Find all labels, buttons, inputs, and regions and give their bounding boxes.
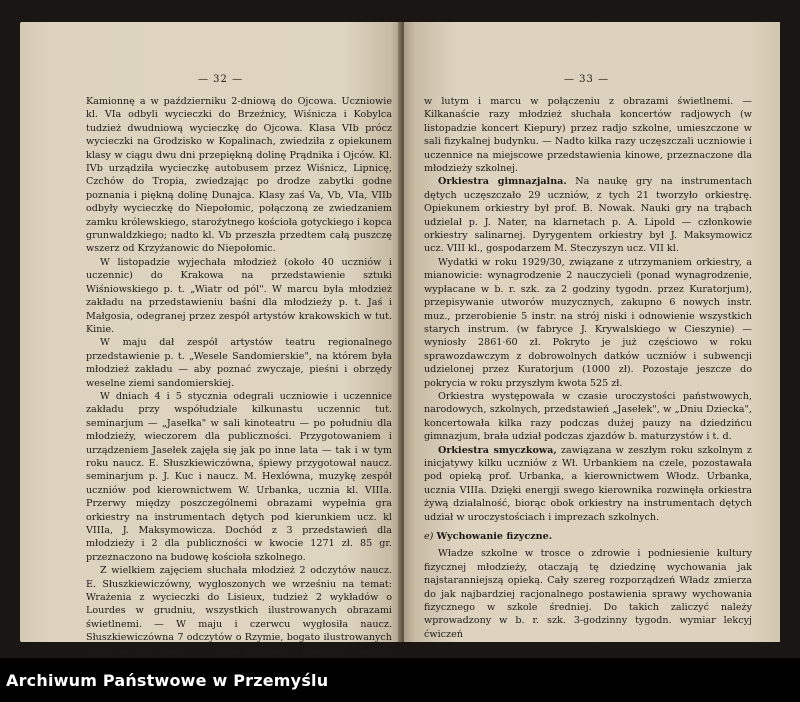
- paragraph-body: Na naukę gry na instrumentach dętych uczęszczało 29 uczniów, z tych 21 tworzyło orkiestrę. Opiekunem orkiestry był prof. B. Nowak. Nauki gry na trąbach udzielał p. J. Nater, na klarnetach p. A. Lipold — członkowie orkiestry salinarnej. Dyrygentem orkiestry był J. Maksymowicz ucz. VIII kl., gospodarzem M. Steczyszyn ucz. VII kl.: [424, 176, 752, 255]
- paragraph: Władze szkolne w trosce o zdrowie i podniesienie kultury fizycznej młodzieży, otaczają tę dziedzinę wychowania jak najstaranniejszą opieką. Cały szereg rozporządzeń Władz zmierza do jak najbardziej racjonalnego postawienia sprawy wychowania fizycznego w szkole średniej. Do takich zaliczyć należy wprowadzony w b. r. szk. 3-godzinny tygodn. wymiar lekcyj ćwiczeń: [424, 548, 752, 640]
- left-page-text: [86, 95, 392, 658]
- right-page-number: — 33 —: [564, 74, 610, 85]
- section-letter: e): [424, 531, 434, 542]
- right-page-text: [424, 95, 752, 641]
- left-page-number: — 32 —: [198, 74, 244, 85]
- left-page: [20, 22, 402, 657]
- paragraph: Kamionnę a w październiku 2-dniową do Ojcowa. Uczniowie kl. VIa odbyli wycieczki do Brzeźnicy, Wiśnicza i Kobylca tudzież dwudniową wycieczkę do Ojcowa. Klasa VIb prócz wycieczki na Grodzisko w Kopalinach, zwiedziła z opiekunem klasy w ciągu dwu dni przepiękną dolinę Prądnika i Ojców. Kl. IVb urządziła wycieczkę autobusem przez Wiśnicz, Lipnicę, Czchów do Tropia, zwiedzając po drodze zabytki godne poznania i piękną dolinę Dunajca. Klasy zaś Va, Vb, VIa, VIIb odbyły wycieczkę do Niepołomic, połączoną ze zwiedzaniem zamku królewskiego, staroźytnego kościoła gotyckiego i kopca grunwaldzkiego; nadto kl. Vb przeszła przedtem całą puszczę wszerz od Krzyżanowic do Niepołomic.: [86, 96, 392, 255]
- paragraph-body: zawiązana w zeszłym roku szkolnym z inicjatywy kilku uczniów z Wł. Urbankiem na czele, pozostawała pod opieką prof. Urbanka, a kierownictwem Włodz. Urbanka, ucznia VIIIa. Dzięki energji swego kierownika rozwinęła orkiestra żywą działalność, biorąc obok orkiestry na instrumentach dętych udział w uroczystościach i imprezach szkolnych.: [424, 444, 752, 523]
- section-heading: [424, 530, 752, 543]
- archive-footer: [0, 658, 800, 702]
- paragraph-orkiestra-smyczkowa: [424, 444, 752, 524]
- paragraph: W maju dał zespół artystów teatru regionalnego przedstawienie p. t. „Wesele Sandomierskie", na którem była młodzież zakładu — aby poznać zwyczaje, pieśni i obrzędy weselne ziemi sandomierskiej.: [86, 337, 392, 389]
- paragraph: w lutym i marcu w połączeniu z obrazami świetlnemi. — Kilkanaście razy młodzież słuchała koncertów radjowych (w listopadzie koncert Kiepury) przez radjo szkolne, umieszczone w sali fizykalnej budynku. — Nadto kilka razy uczęszczali uczniowie i uczennice na miejscowe przedstawienia kinowe, przeznaczone dla młodzieży szkolnej.: [424, 96, 752, 175]
- right-page: [404, 22, 780, 642]
- paragraph: Orkiestra występowała w czasie uroczystości państwowych, narodowych, szkolnych, przedstawień „Jasełek", w „Dniu Dziecka", koncertowała kilka razy podczas dużej pauzy na dziedzińcu gimnazjum, brała udział podczas zjazdów b. maturzystów i t. d.: [424, 390, 752, 443]
- archive-name: Archiwum Państwowe w Przemyślu: [6, 671, 329, 690]
- paragraph: W dniach 4 i 5 stycznia odegrali uczniowie i uczennice zakładu przy współudziale kilkunastu uczennic tut. seminarjum — „Jasełka" w sali kinoteatru — po południu dla młodzieży, wieczorem dla publiczności. Przygotowaniem i urządzeniem Jasełek zajęła się jak po inne lata — tak i w tym roku naucz. E. Słuszkiewiczówna, śpiewy przygotował naucz. seminarjum p. J. Kuc i naucz. M. Hexlówna, muzykę zespół uczniów pod kierownictwem W. Urbanka, ucznia kl. VIIIa. Przerwy między poszczególnemi obrazami wypełnia gra orkiestry na instrumentach dętych pod kierunkiem ucz. kl VIIIa, J. Maksymowicza. Dochód z 3 przedstawień dla młodzieży i 2 dla publiczności w kwocie 1271 zł. 85 gr. przeznaczono na budowę kościoła szkolnego.: [86, 390, 392, 563]
- paragraph-heading: Orkiestra gimnazjalna.: [438, 176, 567, 188]
- paragraph: Wydatki w roku 1929/30, związane z utrzymaniem orkiestry, a mianowicie: wynagrodzenie 2 nauczycieli (ponad wynagrodzenie, wypłacane w b. r. szk. za 2 godziny tygodn. przez Kuratorjum), przepisywanie utworów muzycznych, zakupno 6 nowych instr. muz., przerobienie 5 instr. na strój niski i odnowienie wszystkich starych instrum. (w fabryce J. Krywalskiego w Cieszynie) — wyniosły 2861·60 zł. Pokryto je już częściowo w roku sprawozdawczym z dobrowolnych datków uczniów i subwencji udzielonej przez Kuratorjum (1000 zł). Pozostaje jeszcze do pokrycia w roku przyszłym kwota 525 zł.: [424, 256, 752, 389]
- paragraph: Z wielkiem zajęciem słuchała młodzież 2 odczytów naucz. E. Słuszkiewiczówny, wygłoszonych we wrześniu na temat: Wrażenia z wycieczki do Lisieux, tudzież 2 wykładów o Lourdes w grudniu, wszystkich ilustrowanych obrazami świetlnemi. — W maju i czerwcu wygłosiła naucz. Słuszkiewiczówna 7 odczytów o Rzymie, bogato ilustrowanych obrazami świetlnemi. — Wielką frekwencją młodzieży cieszyły: [86, 565, 392, 657]
- paragraph: W listopadzie wyjechała młodzież (około 40 uczniów i uczennic) do Krakowa na przedstawienie sztuki Wiśniowskiego p. t. „Wiatr od pól". W marcu była młodzież zakładu na przedstawieniu baśni dla młodzieży p. t. Jaś i Małgosia, odegranej przez zespół artystów krakowskich w tut. Kinie.: [86, 256, 392, 335]
- section-title: Wychowanie fizyczne.: [436, 531, 553, 542]
- paragraph-heading: Orkiestra smyczkowa,: [438, 444, 557, 456]
- paragraph-orkiestra-gimnazjalna: [424, 175, 752, 255]
